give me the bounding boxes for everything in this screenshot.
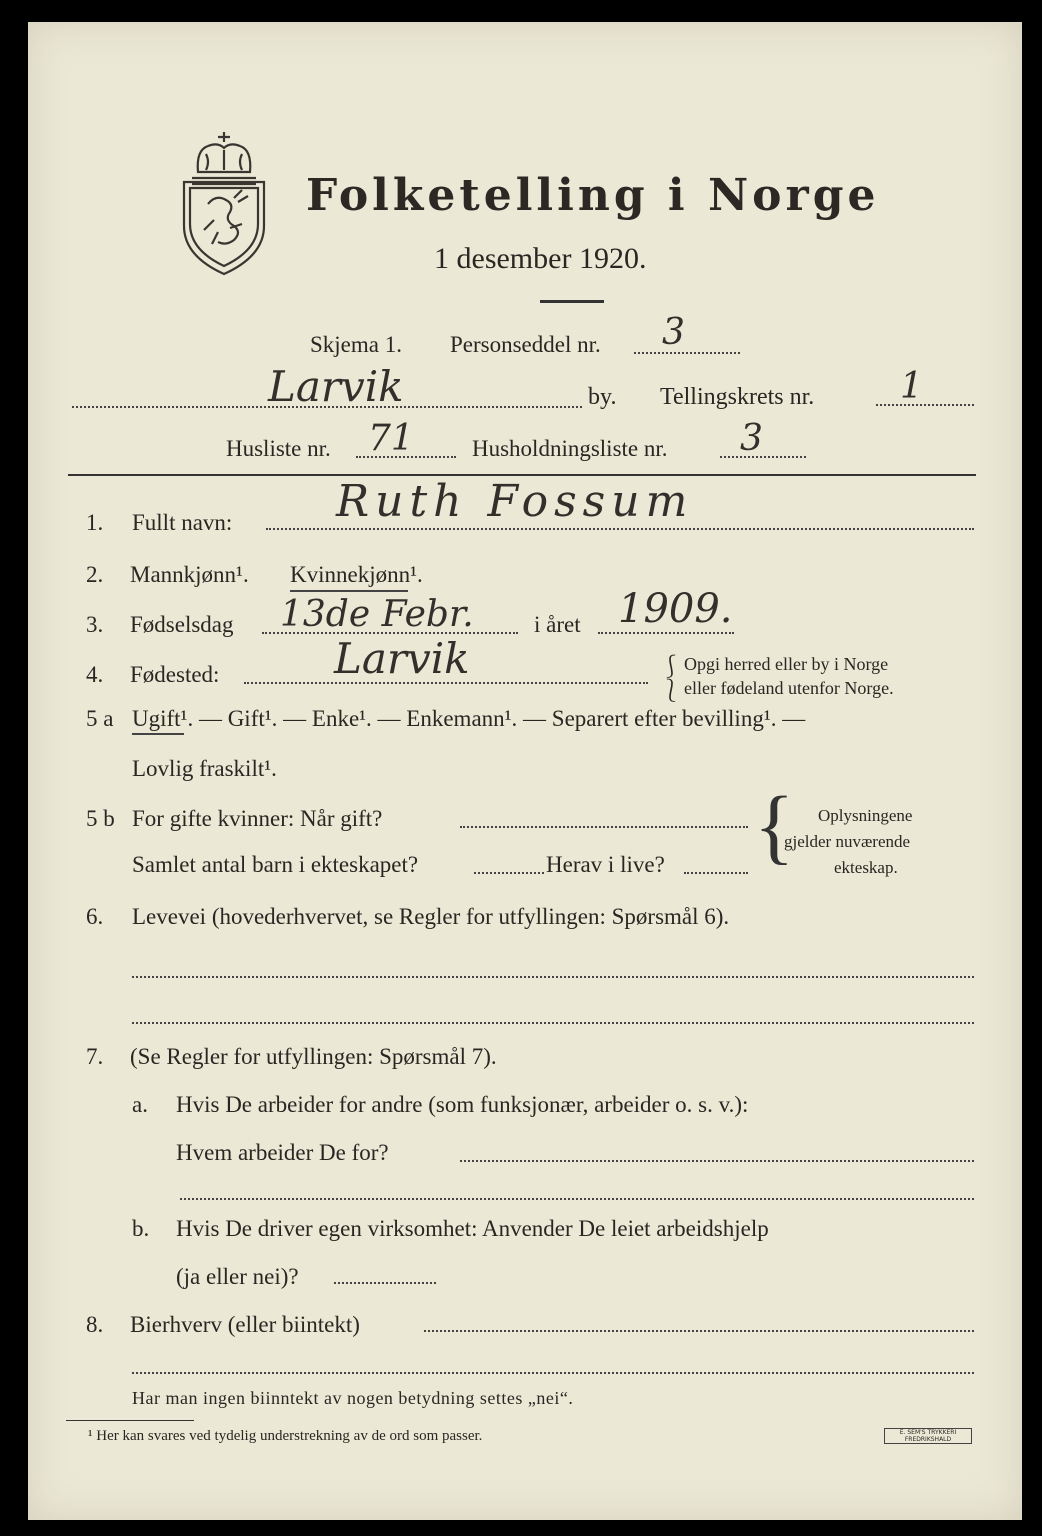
q1-number: 1. bbox=[86, 510, 104, 535]
birthplace-brace-bottom: ⎱ bbox=[660, 678, 683, 703]
husholdning-line bbox=[720, 456, 806, 458]
footnote-rule bbox=[66, 1420, 194, 1421]
employer-line bbox=[460, 1160, 974, 1162]
full-name-value: Ruth Fossum bbox=[336, 476, 694, 527]
marriage-note-3: ekteskap. bbox=[834, 858, 898, 877]
q7-label: (Se Regler for utfyllingen: Spørsmål 7). bbox=[130, 1044, 497, 1069]
marital-status-options: Ugift¹. — Gift¹. — Enke¹. — Enkemann¹. — Separert efter bevilling¹. — bbox=[132, 706, 806, 731]
census-date: 1 desember 1920. bbox=[434, 242, 647, 275]
birthplace-brace: ⎰ bbox=[660, 654, 683, 679]
birthplace-value: Larvik bbox=[334, 634, 470, 683]
ugift-underline bbox=[132, 733, 184, 735]
by-label: by. bbox=[588, 384, 617, 410]
married-when-label: For gifte kvinner: Når gift? bbox=[132, 806, 383, 831]
title-divider bbox=[540, 300, 604, 303]
q7b-question: Hvis De driver egen virksomhet: Anvender De leiet arbeidshjelp bbox=[176, 1216, 769, 1241]
q7-number: 7. bbox=[86, 1044, 104, 1069]
side-income-line-2 bbox=[132, 1372, 974, 1374]
q1-label: Fullt navn: bbox=[132, 510, 233, 535]
marriage-note-2: gjelder nuværende bbox=[784, 832, 911, 851]
occupation-line-1 bbox=[132, 976, 974, 978]
year-label: i året bbox=[534, 612, 581, 637]
husholdning-value: 3 bbox=[740, 418, 763, 459]
q7a-question: Hvis De arbeider for andre (som funksjonær, arbeider o. s. v.): bbox=[176, 1092, 749, 1117]
q3-number: 3. bbox=[86, 612, 104, 637]
female-option: Kvinnekjønn¹. bbox=[290, 562, 423, 587]
tellingskrets-label: Tellingskrets nr. bbox=[660, 384, 815, 410]
personseddel-line bbox=[634, 352, 740, 354]
skjema-label: Skjema 1. bbox=[310, 332, 402, 357]
q8-number: 8. bbox=[86, 1312, 104, 1337]
husliste-value: 71 bbox=[368, 418, 414, 459]
form-title: Folketelling i Norge bbox=[306, 170, 880, 221]
q7a-letter: a. bbox=[132, 1092, 148, 1117]
printer-mark: E. SEM'S TRYKKERI FREDRIKSHALD bbox=[884, 1428, 972, 1444]
marriage-brace: { bbox=[754, 780, 795, 873]
husholdning-label: Husholdningsliste nr. bbox=[472, 436, 668, 461]
coat-of-arms-icon bbox=[178, 128, 270, 278]
husliste-label: Husliste nr. bbox=[226, 436, 331, 461]
q7b-letter: b. bbox=[132, 1216, 150, 1241]
birthplace-note-2: eller fødeland utenfor Norge. bbox=[684, 678, 894, 698]
city-value: Larvik bbox=[268, 362, 404, 411]
q4-label: Fødested: bbox=[130, 662, 220, 687]
occupation-label: Levevei (hovederhvervet, se Regler for utfyllingen: Spørsmål 6). bbox=[132, 904, 730, 929]
hired-help-label: (ja eller nei)? bbox=[176, 1264, 299, 1289]
female-underline bbox=[290, 590, 408, 592]
children-total-line bbox=[474, 872, 544, 874]
children-alive-line bbox=[684, 872, 748, 874]
male-option: Mannkjønn¹. bbox=[130, 562, 249, 587]
birthday-value: 13de Febr. bbox=[280, 594, 474, 635]
side-income-line bbox=[424, 1330, 974, 1332]
marital-status-options-2: Lovlig fraskilt¹. bbox=[132, 756, 277, 781]
children-alive-label: Herav i live? bbox=[546, 852, 665, 877]
full-name-line bbox=[266, 528, 974, 530]
year-line bbox=[598, 632, 734, 634]
q4-number: 4. bbox=[86, 662, 104, 687]
q6-number: 6. bbox=[86, 904, 104, 929]
marriage-note-1: Oplysningene bbox=[818, 806, 913, 825]
children-total-label: Samlet antal barn i ekteskapet? bbox=[132, 852, 419, 877]
employer-label: Hvem arbeider De for? bbox=[176, 1140, 389, 1165]
q2-number: 2. bbox=[86, 562, 104, 587]
footnote: ¹ Her kan svares ved tydelig understrekning av de ord som passer. bbox=[88, 1428, 483, 1444]
tellingskrets-value: 1 bbox=[900, 366, 923, 407]
side-income-note: Har man ingen biinntekt av nogen betydning settes „nei“. bbox=[132, 1388, 574, 1408]
q5a-number: 5 a bbox=[86, 706, 114, 731]
q5b-number: 5 b bbox=[86, 806, 115, 831]
personseddel-label: Personseddel nr. bbox=[450, 332, 601, 357]
personseddel-value: 3 bbox=[662, 312, 685, 353]
hired-help-line bbox=[334, 1282, 436, 1284]
occupation-line-2 bbox=[132, 1022, 974, 1024]
birthplace-note-1: Opgi herred eller by i Norge bbox=[684, 654, 889, 674]
employer-line-2 bbox=[180, 1198, 974, 1200]
side-income-label: Bierhverv (eller biintekt) bbox=[130, 1312, 360, 1337]
year-value: 1909. bbox=[618, 586, 733, 632]
tellingskrets-line bbox=[876, 404, 974, 406]
q3-label: Fødselsdag bbox=[130, 612, 234, 637]
married-when-line bbox=[460, 826, 748, 828]
